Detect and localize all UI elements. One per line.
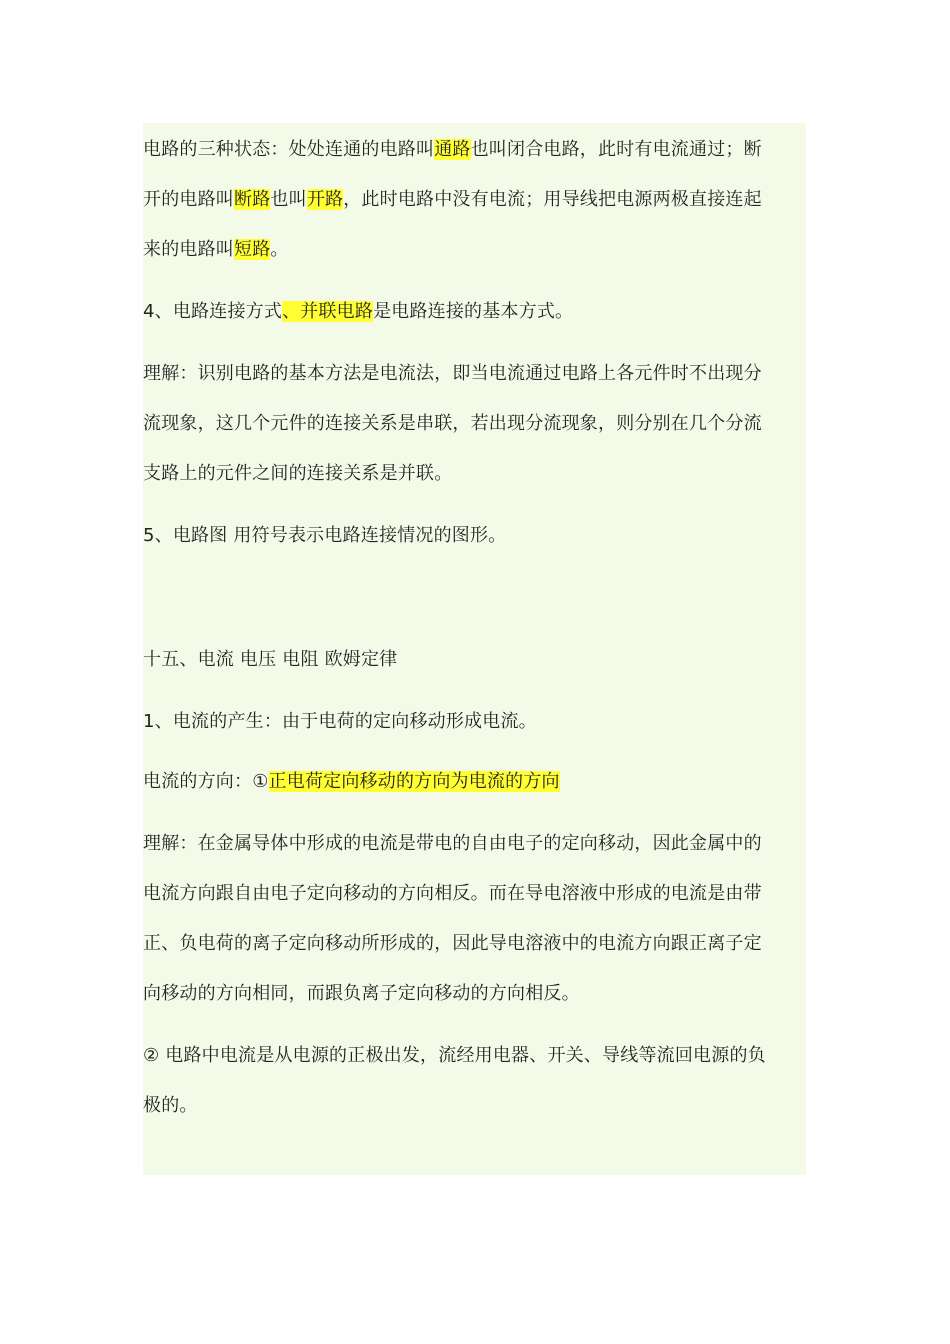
highlight-short-circuit: 短路 <box>234 239 271 260</box>
circuit-states-line-3 <box>143 237 289 263</box>
current-understanding-line-1: 理解：在金属导体中形成的电流是带电的自由电子的定向移动，因此金属中的 <box>143 833 762 854</box>
text-segment: 电流的方向：① <box>143 771 269 792</box>
current-understanding-line-2: 电流方向跟自由电子定向移动的方向相反。而在导电溶液中形成的电流是由带 <box>143 883 762 904</box>
current-flow-line-1: ② 电路中电流是从电源的正极出发，流经用电器、开关、导线等流回电源的负 <box>143 1045 766 1066</box>
current-flow-line-2: 极的。 <box>143 1095 198 1116</box>
current-generation-line: 1、电流的产生：由于电荷的定向移动形成电流。 <box>143 711 537 732</box>
highlight-broken-circuit: 断路 <box>234 189 271 210</box>
section-heading-15: 十五、电流 电压 电阻 欧姆定律 <box>143 649 398 670</box>
highlight-parallel-circuit: 、并联电路 <box>282 301 374 322</box>
text-segment: 来的电路叫 <box>143 239 234 260</box>
current-direction-line <box>143 769 560 795</box>
text-segment: 也叫 <box>270 189 307 210</box>
understanding-line-1: 理解：识别电路的基本方法是电流法，即当电流通过电路上各元件时不出现分 <box>143 363 762 384</box>
connection-methods-line <box>143 299 573 325</box>
current-understanding-line-3: 正、负电荷的离子定向移动所形成的，因此导电溶液中的电流方向跟正离子定 <box>143 933 762 954</box>
text-segment: 是电路连接的基本方式。 <box>373 301 574 322</box>
highlight-current-direction: 正电荷定向移动的方向为电流的方向 <box>268 771 560 792</box>
circuit-states-line-1 <box>143 137 762 163</box>
text-segment: 电路的三种状态：处处连通的电路叫 <box>143 139 435 160</box>
text-segment: 也叫闭合电路，此时有电流通过；断 <box>470 139 762 160</box>
highlight-open-circuit: 开路 <box>306 189 344 210</box>
highlight-closed-circuit: 通路 <box>434 139 471 160</box>
circuit-states-line-2 <box>143 187 762 213</box>
text-segment: 4、电路连接方式 <box>143 301 283 322</box>
text-segment: 开的电路叫 <box>143 189 234 210</box>
current-understanding-line-4: 向移动的方向相同，而跟负离子定向移动的方向相反。 <box>143 983 580 1004</box>
understanding-line-2: 流现象，这几个元件的连接关系是串联，若出现分流现象，则分别在几个分流 <box>143 413 762 434</box>
understanding-line-3: 支路上的元件之间的连接关系是并联。 <box>143 463 453 484</box>
text-segment: 。 <box>270 239 289 260</box>
circuit-diagram-line: 5、电路图 用符号表示电路连接情况的图形。 <box>143 525 507 546</box>
text-segment: ，此时电路中没有电流；用导线把电源两极直接连起 <box>343 189 762 210</box>
